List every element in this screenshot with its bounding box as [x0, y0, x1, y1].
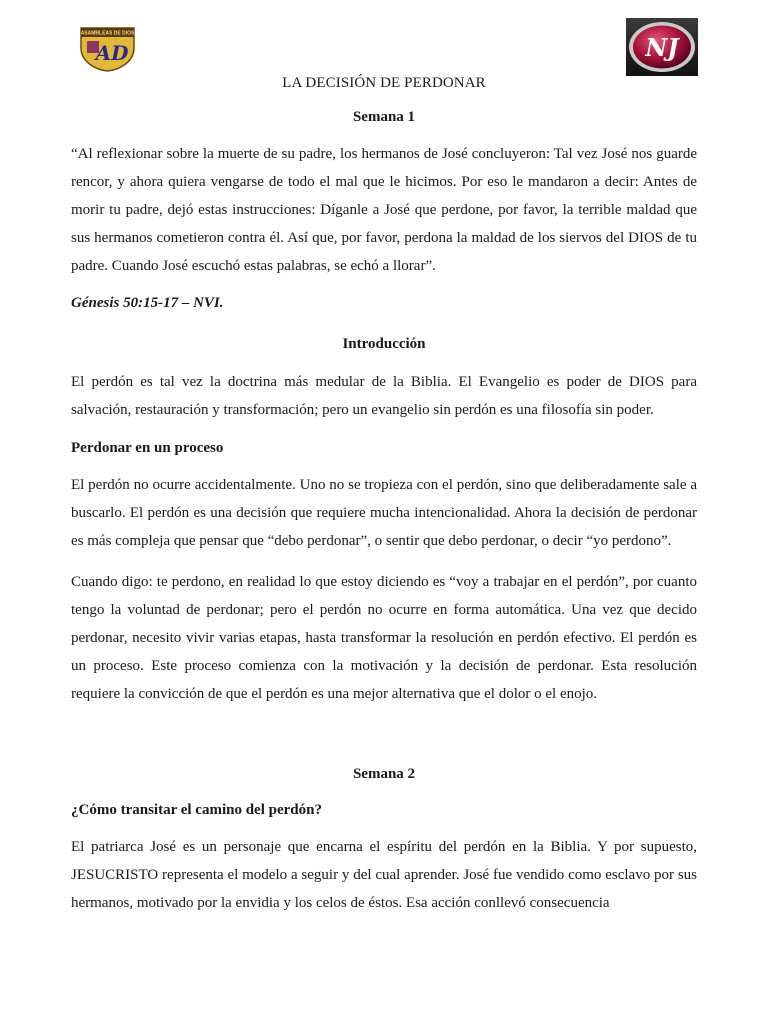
- week-2-label: Semana 2: [352, 766, 416, 782]
- logo-right-mark: NJ: [645, 33, 679, 62]
- logo-left-mark: AD: [95, 41, 129, 65]
- document-title: LA DECISIÓN DE PERDONAR: [282, 75, 486, 91]
- opening-quote: “Al reflexionar sobre la muerte de su padre, los hermanos de José concluyeron: Tal vez José nos guarde rencor, y ahora quiera vengarse de todo el mal que le hicimos. Por eso le mandaron a decir: Antes de morir tu padre, dejó estas instrucciones: Díganle a José que perdone, por favor, la terrible maldad que sus hermanos cometieron contra él. Así que, por favor, perdona la maldad de los siervos del DIOS de tu padre. Cuando José escuchó estas palabras, se echó a llorar”.: [71, 146, 697, 274]
- process-paragraph-1: El perdón no ocurre accidentalmente. Uno no se tropieza con el perdón, sino que deliberadamente sale a buscarlo. El perdón es una decisión que requiere mucha intencionalidad. Ahora la decisión de perdonar es más compleja que pensar que “debo perdonar”, o sentir que debo perdonar, o decir “yo perdono”.: [71, 477, 697, 549]
- week-2-paragraph-1: El patriarca José es un personaje que encarna el espíritu del perdón en la Biblia. Y por supuesto, JESUCRISTO representa el modelo a seguir y del cual aprender. José fue vendido como esclavo por sus hermanos, motivado por la envidia y los celos de éstos. Esa acción conllevó consecuencia: [71, 839, 697, 911]
- nj-logo: [626, 18, 698, 76]
- week-1-label: Semana 1: [352, 109, 416, 125]
- scripture-reference: Génesis 50:15-17 – NVI.: [71, 295, 224, 311]
- week-2-heading: ¿Cómo transitar el camino del perdón?: [71, 802, 322, 818]
- intro-paragraph: El perdón es tal vez la doctrina más medular de la Biblia. El Evangelio es poder de DIOS para salvación, restauración y transformación; pero un evangelio sin perdón es una filosofía sin poder.: [71, 374, 697, 418]
- process-heading: Perdonar en un proceso: [71, 440, 224, 456]
- asambleas-de-dios-logo: [79, 26, 136, 72]
- document-body: [71, 72, 697, 917]
- process-paragraph-2: Cuando digo: te perdono, en realidad lo que estoy diciendo es “voy a trabajar en el perdón”, por cuanto tengo la voluntad de perdonar; pero el perdón no ocurre en forma automática. Una vez que decido perdonar, necesito vivir varias etapas, hasta transformar la resolución en perdón efectivo. El perdón es un proceso. Este proceso comienza con la motivación y la decisión de perdonar. Esta resolución requiere la convicción de que el perdón es una mejor alternativa que el dolor o el enojo.: [71, 574, 697, 702]
- intro-heading: Introducción: [342, 336, 426, 352]
- logo-left-caption: ASAMBLEAS DE DIOS: [80, 30, 135, 37]
